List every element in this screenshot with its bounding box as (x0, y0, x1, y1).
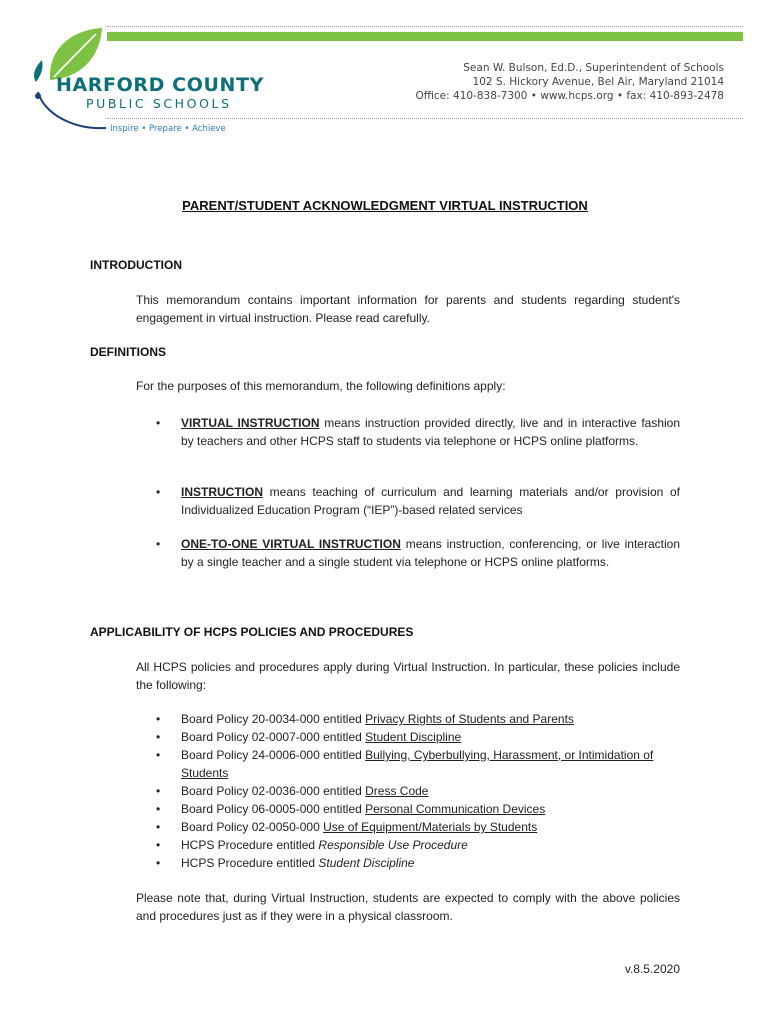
school-subtitle: PUBLIC SCHOOLS (86, 96, 232, 111)
bullet-icon: • (156, 485, 161, 499)
policy-prefix: Board Policy 02-0007-000 entitled (181, 730, 366, 744)
school-name: HARFORD COUNTY (56, 74, 264, 96)
bullet-icon: • (156, 712, 161, 726)
intro-heading: INTRODUCTION (90, 258, 182, 272)
definition-text: means instruction, conferencing, or live interaction by a single teacher and a single student via telephone or HCPS online platforms. (181, 537, 681, 569)
policy-link[interactable]: Privacy Rights of Students and Parents (365, 712, 574, 726)
policy-item (181, 782, 680, 800)
definition-item (181, 535, 680, 571)
bullet-icon: • (156, 537, 161, 551)
document-title: PARENT/STUDENT ACKNOWLEDGMENT VIRTUAL INSTRUCTION (182, 198, 588, 213)
definition-term: VIRTUAL INSTRUCTION (181, 416, 320, 430)
school-tagline: Inspire • Prepare • Achieve (110, 124, 226, 134)
definitions-lead: For the purposes of this memorandum, the following definitions apply: (136, 379, 506, 393)
bullet-icon: • (156, 784, 161, 798)
contact-name: Sean W. Bulson, Ed.D., Superintendent of Schools (463, 62, 724, 74)
policy-item (181, 800, 680, 818)
applicability-closing: Please note that, during Virtual Instruction, students are expected to comply with the above policies and procedures just as if they were in a physical classroom. (136, 891, 680, 923)
definition-item (181, 414, 680, 450)
bullet-icon: • (156, 838, 161, 852)
definition-item (181, 483, 680, 519)
definition-term: ONE-TO-ONE VIRTUAL INSTRUCTION (181, 537, 401, 551)
procedure-prefix: HCPS Procedure entitled (181, 838, 319, 852)
policy-prefix: Board Policy 02-0036-000 entitled (181, 784, 366, 798)
definitions-heading: DEFINITIONS (90, 345, 167, 359)
applicability-lead: All HCPS policies and procedures apply during Virtual Instruction. In particular, these policies include the following: (136, 660, 680, 692)
bullet-icon: • (156, 416, 161, 430)
policy-link[interactable]: Use of Equipment/Materials by Students (323, 820, 538, 834)
definition-term: INSTRUCTION (181, 485, 263, 499)
contact-phone: Office: 410-838-7300 • www.hcps.org • fax: 410-893-2478 (415, 90, 724, 102)
procedure-item (181, 836, 680, 854)
bullet-icon: • (156, 856, 161, 870)
procedure-title: Student Discipline (318, 856, 415, 870)
policy-link[interactable]: Dress Code (365, 784, 429, 798)
bullet-icon: • (156, 748, 161, 762)
version-label: v.8.5.2020 (624, 962, 680, 976)
policy-item (181, 710, 680, 728)
policy-prefix: Board Policy 06-0005-000 entitled (181, 802, 366, 816)
bullet-icon: • (156, 820, 161, 834)
definition-text: means instruction provided directly, live and in interactive fashion by teachers and other HCPS staff to students via telephone or HCPS online platforms. (181, 416, 681, 448)
procedure-prefix: HCPS Procedure entitled (181, 856, 319, 870)
policy-link[interactable]: Bullying, Cyberbullying, Harassment, or Intimidation of Students (181, 748, 654, 780)
applicability-heading: APPLICABILITY OF HCPS POLICIES AND PROCEDURES (90, 625, 414, 639)
policy-prefix: Board Policy 24-0006-000 entitled (181, 748, 366, 762)
policy-item (181, 746, 680, 782)
policy-link[interactable]: Student Discipline (365, 730, 462, 744)
policy-item (181, 728, 680, 746)
bullet-icon: • (156, 730, 161, 744)
procedure-item (181, 854, 680, 872)
intro-body: This memorandum contains important information for parents and students regarding student's engagement in virtual instruction. Please read carefully. (136, 293, 680, 325)
policy-prefix: Board Policy 20-0034-000 entitled (181, 712, 366, 726)
definition-text: means teaching of curriculum and learning materials and/or provision of Individualized Education Program (“IEP”)-based related services (181, 485, 680, 517)
policy-link[interactable]: Personal Communication Devices (365, 802, 546, 816)
policy-prefix: Board Policy 02-0050-000 (181, 820, 324, 834)
procedure-title: Responsible Use Procedure (318, 838, 468, 852)
policy-item (181, 818, 680, 836)
contact-address: 102 S. Hickory Avenue, Bel Air, Maryland 21014 (472, 76, 724, 88)
bullet-icon: • (156, 802, 161, 816)
